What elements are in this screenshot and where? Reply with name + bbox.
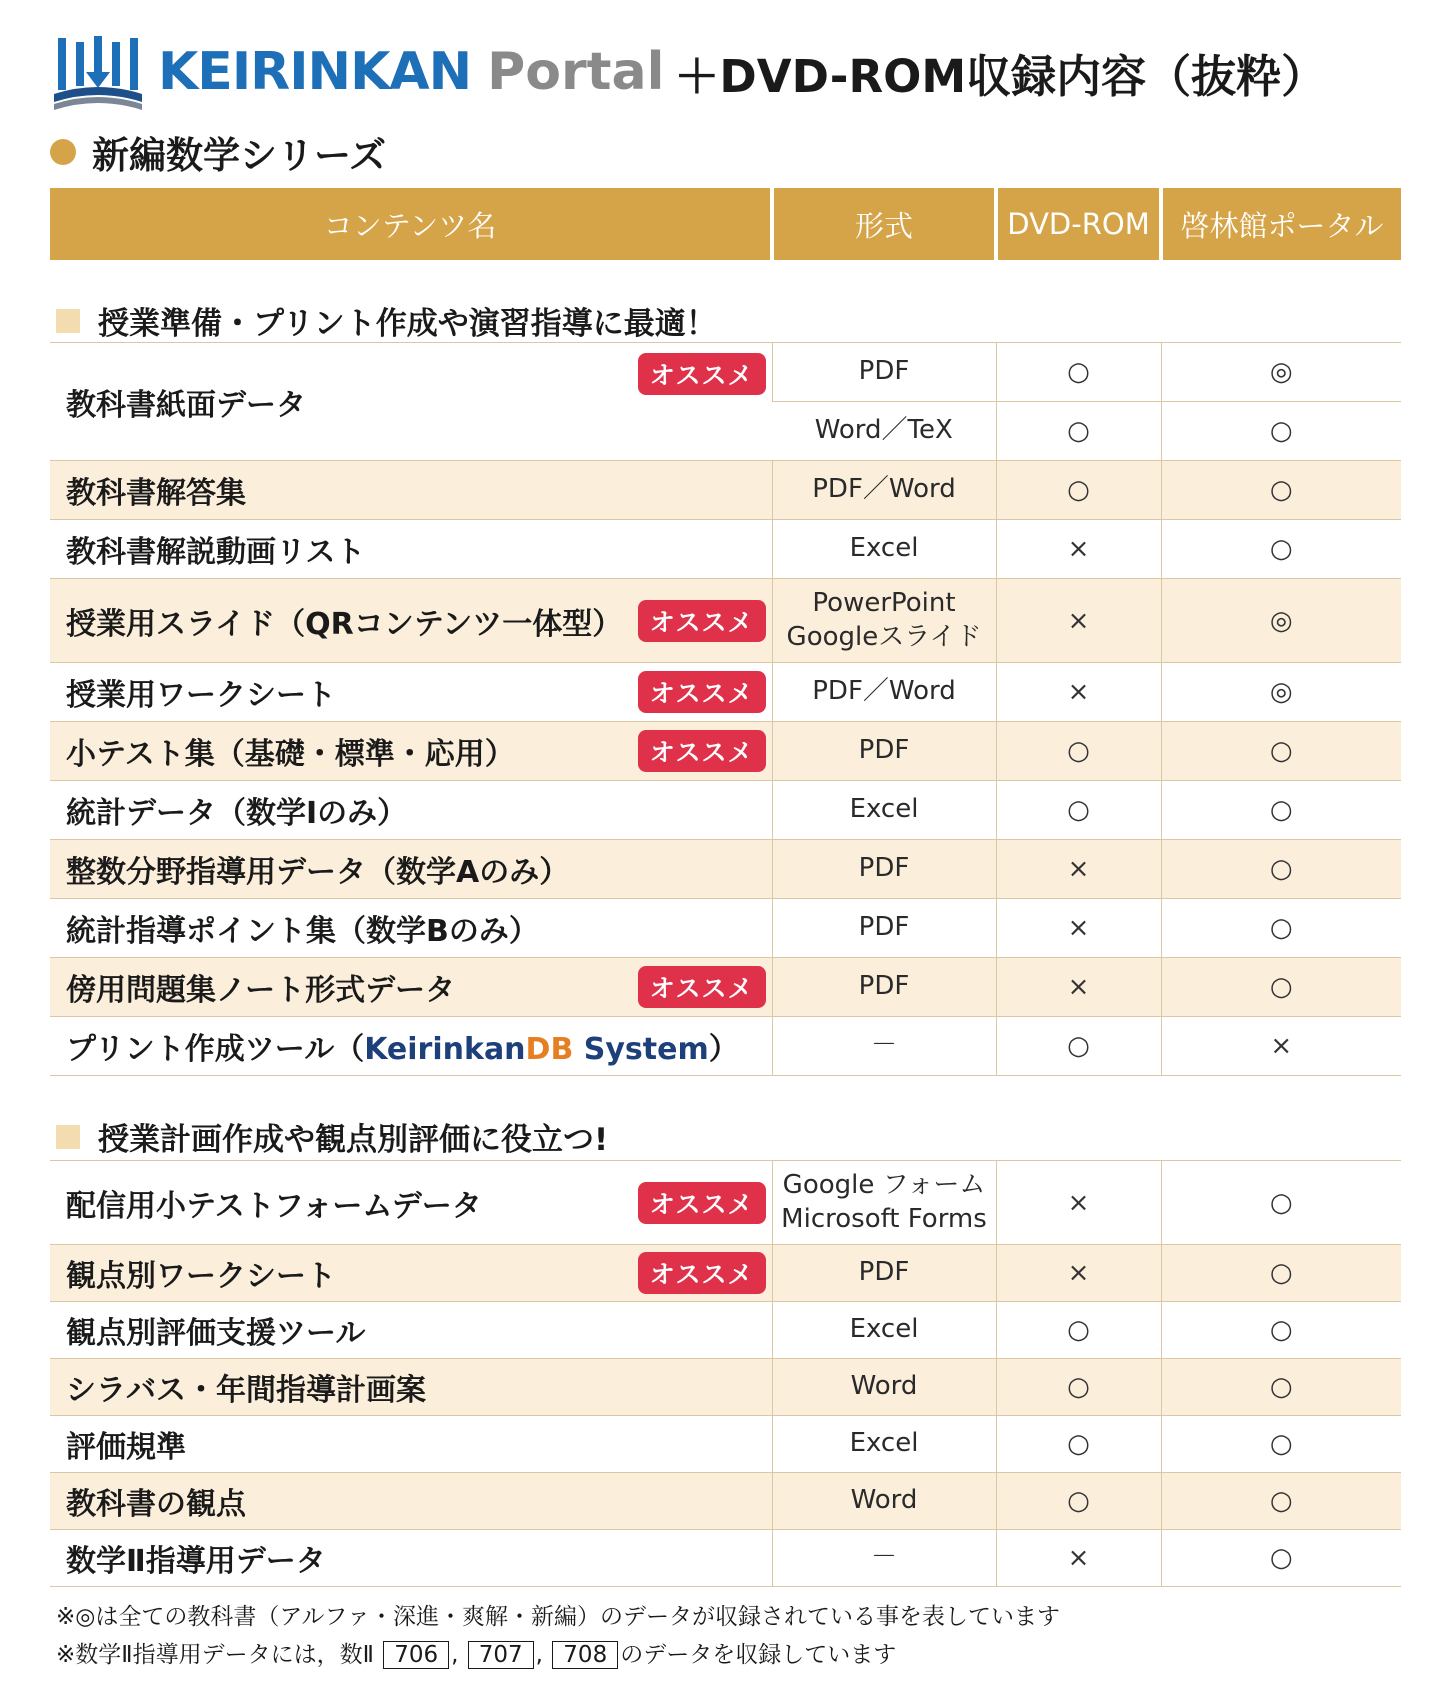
footnote-2-text: ※数学Ⅱ指導用データには，数Ⅱ xyxy=(56,1642,374,1668)
content-name: 統計指導ポイント集（数学Bのみ） xyxy=(50,899,772,958)
table-row xyxy=(50,579,1401,663)
table-row xyxy=(50,520,1401,579)
table-row xyxy=(50,1416,1401,1473)
format-cell: － xyxy=(772,1017,996,1076)
portal-availability: ○ xyxy=(1161,899,1401,958)
format-cell: Excel xyxy=(772,520,996,579)
content-name-cell xyxy=(50,1017,772,1076)
content-name: 配信用小テストフォームデータ xyxy=(66,1188,482,1224)
recommend-badge: オススメ xyxy=(638,600,766,642)
recommend-badge: オススメ xyxy=(638,730,766,772)
content-name-cell xyxy=(50,663,772,722)
content-name: 数学Ⅱ指導用データ xyxy=(50,1530,772,1587)
format-cell: PDF xyxy=(772,958,996,1017)
format-cell: PDF xyxy=(772,899,996,958)
content-name: 授業用ワークシート xyxy=(66,678,336,713)
format-cell: PDF xyxy=(772,840,996,899)
table-row xyxy=(50,663,1401,722)
dvd-availability: × xyxy=(996,579,1161,663)
dvd-availability: × xyxy=(996,840,1161,899)
portal-availability: ○ xyxy=(1161,1530,1401,1587)
portal-availability: ○ xyxy=(1161,1245,1401,1302)
recommend-badge: オススメ xyxy=(638,671,766,713)
content-name: 整数分野指導用データ（数学Aのみ） xyxy=(50,840,772,899)
dvd-availability: × xyxy=(996,1530,1161,1587)
table-row xyxy=(50,461,1401,520)
portal-availability: ◎ xyxy=(1161,663,1401,722)
bullet-dot-icon xyxy=(50,139,76,165)
footnotes xyxy=(56,1598,1060,1674)
portal-availability: ○ xyxy=(1161,958,1401,1017)
section-heading-1 xyxy=(56,298,717,343)
section-title: 授業準備・プリント作成や演習指導に最適！ xyxy=(98,306,717,342)
footnote-2 xyxy=(56,1636,1060,1674)
content-name: 小テスト集（基礎・標準・応用） xyxy=(66,737,515,772)
table-row xyxy=(50,1473,1401,1530)
content-name-cell xyxy=(50,1245,772,1302)
table-row xyxy=(50,1359,1401,1416)
table-row xyxy=(50,1302,1401,1359)
dvd-availability: ○ xyxy=(996,461,1161,520)
recommend-badge: オススメ xyxy=(638,966,766,1008)
content-name: 傍用問題集ノート形式データ xyxy=(66,973,456,1008)
format-cell: PDF xyxy=(772,1245,996,1302)
portal-availability: ○ xyxy=(1161,520,1401,579)
portal-availability: ○ xyxy=(1161,781,1401,840)
portal-availability: ◎ xyxy=(1161,343,1401,402)
portal-availability: ○ xyxy=(1161,1359,1401,1416)
page-header xyxy=(50,32,1326,112)
code-box: 708 xyxy=(552,1641,618,1669)
format-cell: PDF xyxy=(772,343,996,402)
code-box: 706 xyxy=(383,1641,449,1669)
dvd-availability: ○ xyxy=(996,1302,1161,1359)
format-line: Googleスライド xyxy=(786,621,982,652)
portal-availability: × xyxy=(1161,1017,1401,1076)
column-header-dvd-rom: DVD-ROM xyxy=(996,188,1161,260)
column-header-content-name: コンテンツ名 xyxy=(50,188,772,260)
format-cell: PDF／Word xyxy=(772,461,996,520)
section-title: 授業計画作成や観点別評価に役立つ! xyxy=(98,1122,609,1158)
format-cell: Word xyxy=(772,1359,996,1416)
dvd-availability: ○ xyxy=(996,1473,1161,1530)
content-name: 授業用スライド（QRコンテンツ一体型） xyxy=(66,606,623,642)
section-heading-2 xyxy=(56,1114,608,1159)
code-separator: , xyxy=(535,1642,543,1668)
dvd-availability: ○ xyxy=(996,722,1161,781)
recommend-badge: オススメ xyxy=(638,1182,766,1224)
dvd-availability: ○ xyxy=(996,402,1161,461)
table-row xyxy=(50,722,1401,781)
table-row xyxy=(50,958,1401,1017)
dvd-availability: × xyxy=(996,899,1161,958)
format-cell: Excel xyxy=(772,1302,996,1359)
dvd-availability: ○ xyxy=(996,1359,1161,1416)
db-brand: DB xyxy=(525,1032,574,1067)
portal-availability: ○ xyxy=(1161,1161,1401,1245)
column-header-portal: 啓林館ポータル xyxy=(1161,188,1401,260)
brand-keirinkan: KEIRINKAN xyxy=(158,42,472,102)
portal-availability: ○ xyxy=(1161,1416,1401,1473)
content-name: 教科書解答集 xyxy=(50,461,772,520)
dvd-availability: ○ xyxy=(996,1416,1161,1473)
content-name-cell xyxy=(50,1161,772,1245)
brand-portal: Portal xyxy=(487,42,665,102)
recommend-badge: オススメ xyxy=(638,353,766,395)
footnote-2-suffix: のデータを収録しています xyxy=(620,1642,897,1668)
format-cell: Excel xyxy=(772,781,996,840)
content-name: 教科書の観点 xyxy=(50,1473,772,1530)
keirinkan-logo-icon xyxy=(50,32,146,112)
dvd-availability: × xyxy=(996,1245,1161,1302)
format-cell: PDF／Word xyxy=(772,663,996,722)
table-row xyxy=(50,343,1401,402)
format-cell xyxy=(772,1161,996,1245)
series-title: 新編数学シリーズ xyxy=(92,134,387,177)
content-table-1 xyxy=(50,342,1401,1076)
content-name-cell xyxy=(50,579,772,663)
content-name: 観点別ワークシート xyxy=(66,1259,336,1294)
content-name: 統計データ（数学Ⅰのみ） xyxy=(50,781,772,840)
table-row xyxy=(50,1161,1401,1245)
format-line: PowerPoint xyxy=(812,587,956,618)
column-header-format: 形式 xyxy=(772,188,996,260)
recommend-badge: オススメ xyxy=(638,1252,766,1294)
portal-availability: ○ xyxy=(1161,1302,1401,1359)
format-cell: Word xyxy=(772,1473,996,1530)
portal-availability: ○ xyxy=(1161,461,1401,520)
portal-availability: ◎ xyxy=(1161,579,1401,663)
table-row xyxy=(50,1245,1401,1302)
code-box: 707 xyxy=(468,1641,534,1669)
dvd-availability: × xyxy=(996,663,1161,722)
portal-availability: ○ xyxy=(1161,1473,1401,1530)
content-name-cell xyxy=(50,343,772,461)
format-cell xyxy=(772,579,996,663)
dvd-availability: ○ xyxy=(996,343,1161,402)
format-line: Microsoft Forms xyxy=(781,1203,987,1234)
portal-availability: ○ xyxy=(1161,840,1401,899)
dvd-availability: ○ xyxy=(996,1017,1161,1076)
table-row xyxy=(50,781,1401,840)
portal-availability: ○ xyxy=(1161,722,1401,781)
content-name: 観点別評価支援ツール xyxy=(50,1302,772,1359)
content-name-cell xyxy=(50,722,772,781)
table-row xyxy=(50,1530,1401,1587)
format-line: Google フォーム xyxy=(782,1169,986,1200)
content-name: 教科書解説動画リスト xyxy=(50,520,772,579)
portal-availability: ○ xyxy=(1161,402,1401,461)
square-bullet-icon xyxy=(56,1125,80,1149)
content-name-cell xyxy=(50,958,772,1017)
content-name-suffix: ） xyxy=(708,1032,739,1067)
footnote-1: ※◎は全ての教科書（アルファ・深進・爽解・新編）のデータが収録されている事を表しています xyxy=(56,1604,1060,1630)
dvd-availability: ○ xyxy=(996,781,1161,840)
content-name: 評価規準 xyxy=(50,1416,772,1473)
dvd-availability: × xyxy=(996,958,1161,1017)
format-cell: PDF xyxy=(772,722,996,781)
format-cell: － xyxy=(772,1530,996,1587)
keirinkan-db-brand: Keirinkan xyxy=(364,1032,526,1067)
content-name: シラバス・年間指導計画案 xyxy=(50,1359,772,1416)
table-row xyxy=(50,840,1401,899)
content-table-2 xyxy=(50,1160,1401,1587)
code-separator: , xyxy=(451,1642,459,1668)
square-bullet-icon xyxy=(56,309,80,333)
system-brand: System xyxy=(573,1032,709,1067)
format-cell: Excel xyxy=(772,1416,996,1473)
content-name: 教科書紙面データ xyxy=(66,387,306,423)
table-row xyxy=(50,899,1401,958)
dvd-availability: × xyxy=(996,520,1161,579)
table-row xyxy=(50,1017,1401,1076)
page-title: ＋DVD-ROM収録内容（抜粋） xyxy=(674,49,1327,103)
column-header xyxy=(50,188,1401,260)
format-cell: Word／TeX xyxy=(772,402,996,461)
dvd-availability: × xyxy=(996,1161,1161,1245)
content-name: プリント作成ツール（ xyxy=(66,1032,365,1067)
series-heading xyxy=(50,125,386,179)
